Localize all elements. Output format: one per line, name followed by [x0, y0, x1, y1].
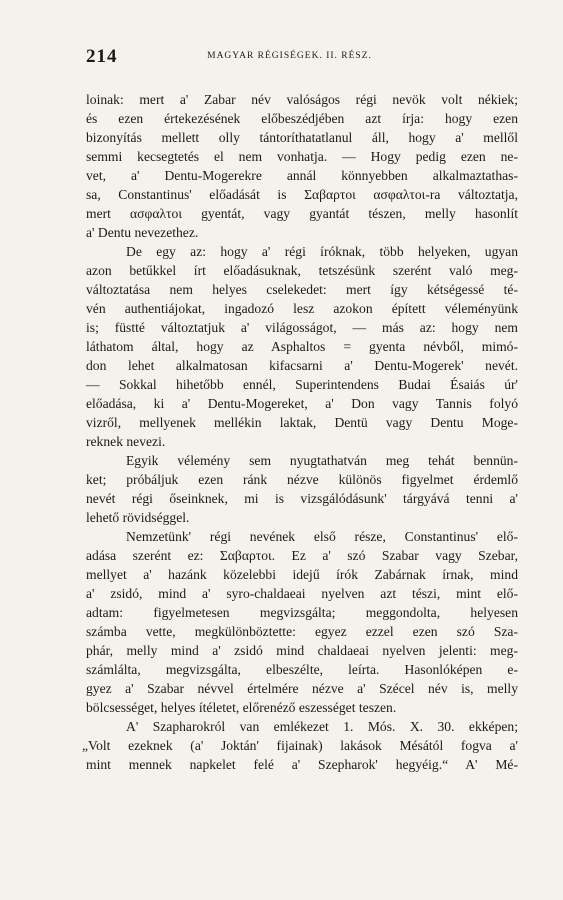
- text-line: vén authentiájokat, ingadozó lesz azokon épített véleményünk: [86, 301, 518, 316]
- text-line: sa, Constantinus' előadását is Σαβαρτοι ασφαλτοι-ra változtatja,: [86, 187, 518, 202]
- text-line: is; füstté változtatjuk a' világosságot, — más az: hogy nem: [86, 320, 518, 335]
- text-line: láthatom által, hogy az Asphaltos = gyenta névből, mimó-: [86, 339, 518, 354]
- text-line: számba vette, megkülönböztette: egyez ezzel ezen szó Sza-: [86, 624, 518, 639]
- text-line: vet, a' Dentu-Mogerekre annál könnyebben alkalmaztathas-: [86, 168, 518, 183]
- text-line: azon betűkkel írt előadásuknak, tetszésünk szerént való meg-: [86, 263, 518, 278]
- text-line: adása szerént ez: Σαβαρτοι. Ez a' szó Szabar vagy Szebar,: [86, 548, 518, 563]
- text-line: változtatása nem helyes cselekedet: mert így kétségessé té-: [86, 282, 518, 297]
- body-text: [82, 90, 518, 774]
- text-line: adtam: figyelmetesen megvizsgálta; meggondolta, helyesen: [86, 605, 518, 620]
- text-line: a' Dentu nevezethez.: [86, 225, 199, 240]
- running-title: MAGYAR RÉGISÉGEK. II. RÉSZ.: [207, 51, 372, 61]
- text-line: vizről, mellyenek mellékin laktak, Dentü vagy Dentu Moge-: [86, 415, 518, 430]
- text-line: és ezen értekezésének előbeszédjében azt írja: hogy ezen: [86, 111, 518, 126]
- text-line: Nemzetünk' régi nevének első része, Constantinus' elő-: [126, 529, 518, 544]
- text-line: semmi kecsegtetés el nem vonhatja. — Hogy pedig ezen ne-: [86, 149, 518, 164]
- text-line: a' zsidó, mind a' syro-chaldaeai nyelven azt tészi, mint elő-: [86, 586, 518, 601]
- text-line: Egyik vélemény sem nyugtathatván meg tehát bennün-: [126, 453, 518, 468]
- text-line: A' Szapharokról van emlékezet 1. Mós. X. 30. ekképen;: [126, 719, 518, 734]
- text-line: gyez a' Szabar névvel értelmére nézve a' Szécel név is, melly: [86, 681, 518, 696]
- text-line: — Sokkal hihetőbb ennél, Superintendens Budai Ésaiás úr': [86, 377, 518, 392]
- text-line: bizonyítás mellett olly tántoríthatatlanul áll, hogy a' mellől: [86, 130, 518, 145]
- text-line: loinak: mert a' Zabar név valóságos régi nevök volt nékiek;: [86, 92, 518, 107]
- text-line: mellyet a' hazánk közelebbi idejű írók Zabárnak írnak, mind: [86, 567, 518, 582]
- text-line: „Volt ezeknek (a' Joktán' fijainak) lakások Mésától fogva a': [82, 738, 518, 753]
- text-line: lehető rövidséggel.: [86, 510, 190, 525]
- text-line: don lehet alkalmatosan kifacsarni a' Dentu-Mogerek' nevét.: [86, 358, 518, 373]
- text-line: ket; próbáljuk ezen ránk nézve különös figyelmet érdemlő: [86, 472, 518, 487]
- page-number: 214: [86, 46, 118, 67]
- text-line: nevét régi őseinknek, mi is vizsgálódásunk' tárgyává tenni a': [86, 491, 518, 506]
- text-line: számlálta, megvizsgálta, elbeszélte, leírta. Hasonlóképen e-: [86, 662, 518, 677]
- text-line: De egy az: hogy a' régi íróknak, több helyeken, ugyan: [126, 244, 518, 259]
- text-line: előadása, ki a' Dentu-Mogereket, a' Don vagy Tannis folyó: [86, 396, 518, 411]
- text-line: mint mennek napkelet felé a' Szepharok' hegyéig.“ A' Mé-: [86, 757, 518, 772]
- text-line: phár, melly mind a' zsidó mind chaldaeai nyelven jelenti: meg-: [86, 643, 518, 658]
- text-line: mert ασφαλτοι gyentát, vagy gyantát tészen, melly hasonlít: [86, 206, 518, 221]
- text-line: reknek nevezi.: [86, 434, 166, 449]
- running-header: [86, 46, 513, 72]
- text-line: bölcsességet, helyes ítéletet, előrenéző eszességet teszen.: [86, 700, 397, 715]
